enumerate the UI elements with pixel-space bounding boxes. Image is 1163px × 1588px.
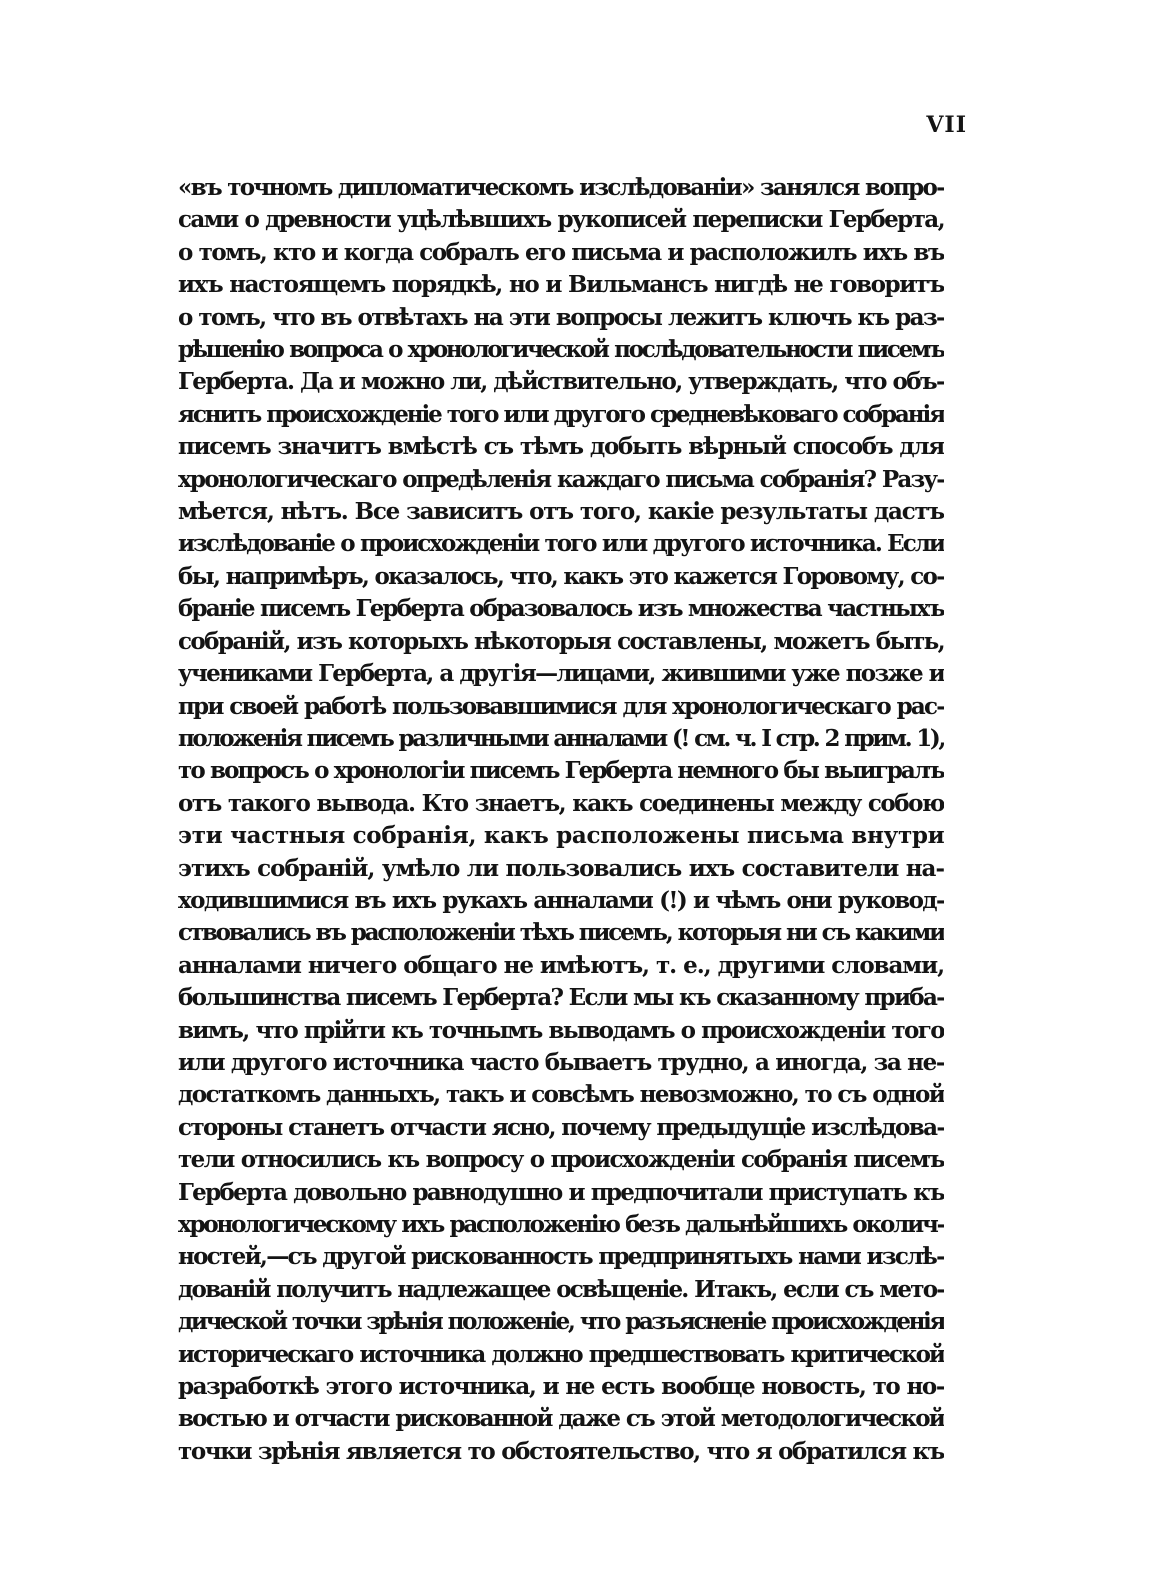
text-line: о томъ, кто и когда собралъ его письма и расположилъ ихъ въ xyxy=(178,238,944,266)
text-line: рѣшенію вопроса о хронологической послѣдовательности писемъ xyxy=(178,336,944,364)
text-line: историческаго источника должно предшествовать критической xyxy=(178,1340,944,1368)
page-number: VII xyxy=(926,112,967,138)
text-line: отъ такого вывода. Кто знаетъ, какъ соединены между собою xyxy=(178,789,944,817)
text-line: «въ точномъ дипломатическомъ изслѣдованіи» занялся вопро- xyxy=(178,174,944,201)
text-line: мѣется, нѣтъ. Все зависитъ отъ того, какіе результаты дастъ xyxy=(178,498,944,526)
text-line: большинства писемъ Герберта? Если мы къ сказанному приба- xyxy=(178,984,944,1012)
text-line: бы, напримѣръ, оказалось, что, какъ это кажется Горовому, со- xyxy=(178,562,944,590)
text-line: учениками Герберта, а другія—лицами, жившими уже позже и xyxy=(178,660,944,688)
text-line: эти частныя собранія, какъ расположены письма внутри xyxy=(178,822,944,850)
text-line: или другого источника часто бываетъ трудно, а иногда, за не- xyxy=(178,1048,944,1076)
text-line: ностей,—съ другой рискованность предпринятыхъ нами изслѣ- xyxy=(178,1243,944,1271)
text-line: хронологическаго опредѣленія каждаго письма собранія? Разу- xyxy=(178,465,944,493)
text-line: сами о древности уцѣлѣвшихъ рукописей переписки Герберта, xyxy=(178,206,944,234)
text-line: точки зрѣнія является то обстоятельство, что я обратился къ xyxy=(178,1437,944,1465)
text-line: писемъ значитъ вмѣстѣ съ тѣмъ добыть вѣрный способъ для xyxy=(178,433,944,461)
text-line: дованій получитъ надлежащее освѣщеніе. Итакъ, если съ мето- xyxy=(178,1275,944,1303)
text-line: этихъ собраній, умѣло ли пользовались ихъ составители на- xyxy=(178,854,944,882)
text-line: вимъ, что прійти къ точнымъ выводамъ о происхожденіи того xyxy=(178,1016,944,1044)
text-line: яснить происхожденіе того или другого средневѣковаго собранія xyxy=(178,400,944,428)
body-text xyxy=(178,172,944,1468)
text-line: при своей работѣ пользовавшимися для хронологическаго рас- xyxy=(178,692,944,720)
text-line: собраній, изъ которыхъ нѣкоторыя составлены, можетъ быть, xyxy=(178,627,944,655)
text-line: о томъ, что въ отвѣтахъ на эти вопросы лежитъ ключъ къ раз- xyxy=(178,303,944,331)
text-line: изслѣдованіе о происхожденіи того или другого источника. Если xyxy=(178,530,944,558)
text-line: разработкѣ этого источника, и не есть вообще новость, то но- xyxy=(178,1373,944,1401)
text-line: Герберта. Да и можно ли, дѣйствительно, утверждать, что объ- xyxy=(178,368,944,396)
text-line: ихъ настоящемъ порядкѣ, но и Вильмансъ нигдѣ не говоритъ xyxy=(178,271,944,299)
text-line: то вопросъ о хронологіи писемъ Герберта немного бы выигралъ xyxy=(178,757,944,785)
text-line: положенія писемъ различными анналами (! см. ч. I стр. 2 прим. 1), xyxy=(178,724,944,752)
text-line: анналами ничего общаго не имѣютъ, т. е., другими словами, xyxy=(178,951,944,979)
text-line: хронологическому ихъ расположенію безъ дальнѣйшихъ околич- xyxy=(178,1211,944,1238)
text-line: браніе писемъ Герберта образовалось изъ множества частныхъ xyxy=(178,595,944,623)
text-line: ствовались въ расположеніи тѣхъ писемъ, которыя ни съ какими xyxy=(178,919,944,947)
text-line: востью и отчасти рискованной даже съ этой методологической xyxy=(178,1405,944,1433)
text-line: достаткомъ данныхъ, такъ и совсѣмъ невозможно, то съ одной xyxy=(178,1081,944,1109)
text-line: тели относились къ вопросу о происхожденіи собранія писемъ xyxy=(178,1146,944,1174)
text-line: дической точки зрѣнія положеніе, что разъясненіе происхожденія xyxy=(178,1308,944,1336)
text-line: ходившимися въ ихъ рукахъ анналами (!) и чѣмъ они руковод- xyxy=(178,886,944,914)
text-line: Герберта довольно равнодушно и предпочитали приступать къ xyxy=(178,1178,944,1206)
text-line: стороны станетъ отчасти ясно, почему предыдущіе изслѣдова- xyxy=(178,1113,944,1141)
